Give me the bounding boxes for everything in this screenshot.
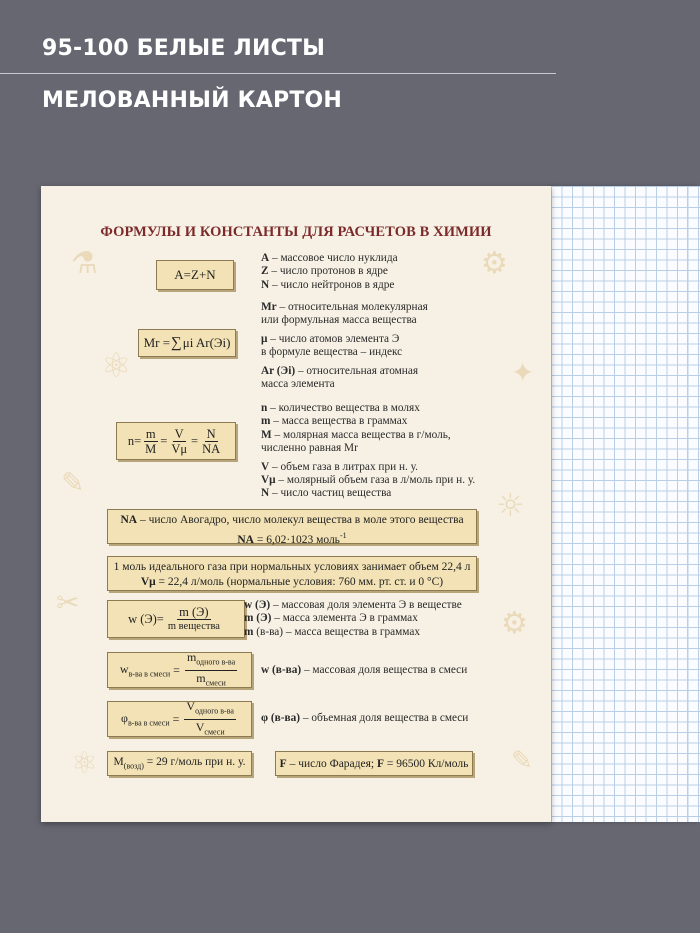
formula-box-mixture-volume: $\varphi_{в-ва в смеси}$ = $\frac{V_{одного в-ва}}{V_{смеси}}$: [107, 701, 252, 737]
fraction-V-over-Vmu: $\frac{V}{V\mu}$: [171, 426, 188, 456]
gear-icon: ⚙: [501, 606, 528, 641]
formula-box-molecular-mass: [138, 329, 236, 357]
desc-line: в формуле вещества – индекс: [261, 346, 403, 359]
desc-line: A – массовое число нуклида: [261, 252, 398, 264]
description-mixture-volume: φ (в-ва) – объемная доля вещества в смеси: [261, 712, 469, 724]
faraday-text: F – число Фарадея; F = 96500 Кл/моль: [279, 757, 469, 770]
formula-box-mixture-mass: $w_{в-ва в смеси}$ = $\frac{m_{одного в-ва}}{m_{смеси}}$: [107, 652, 252, 688]
desc-line: m (Э) – масса элемента Э в граммах: [244, 612, 418, 625]
desc-line: масса элемента: [261, 378, 335, 391]
notebook-cover: [41, 186, 551, 822]
formula-right: μi Ar(Эi): [182, 335, 231, 350]
avogadro-line-1: NA – число Авогадро, число молекул вещества в моле этого вещества: [120, 514, 464, 526]
molar-volume-line-2: Vμ = 22,4 л/моль (нормальные условия: 760 мм. рт. ст. и 0 °С): [140, 576, 444, 588]
header-line-1: 95-100 БЕЛЫЕ ЛИСТЫ: [42, 36, 326, 61]
formula-box-amount: n= $\frac{m}{M}$ = $\frac{V}{V\mu}$ = $\frac{N}{NA}$: [116, 422, 236, 460]
molar-volume-line-1: 1 моль идеального газа при нормальных условиях занимает объем 22,4 л: [113, 561, 471, 573]
desc-line: w (Э) – массовая доля элемента Э в веществе: [244, 599, 462, 611]
faraday-box: [275, 751, 473, 776]
fraction-mixture-volume: $\frac{V_{одного в-ва}}{V_{смеси}}$: [186, 699, 234, 736]
description-mass-number: [261, 252, 398, 292]
desc-line: M – молярная масса вещества в г/моль,: [261, 428, 451, 441]
star-icon: ✦: [511, 356, 535, 389]
desc-line: m – масса вещества в граммах: [261, 415, 408, 428]
molar-volume-box: [107, 556, 477, 591]
formula-box-mass-fraction: [107, 600, 245, 638]
desc-line: Ar (Эi) – относительная атомная: [261, 364, 419, 377]
mixture-volume-left: $\varphi_{в-ва в смеси}$: [121, 710, 170, 728]
description-molecular-mass: [261, 301, 428, 391]
desc-line: Vμ – молярный объем газа в л/моль при н. у.: [261, 474, 476, 487]
avogadro-box: [107, 509, 477, 544]
desc-line: Mr – относительная молекулярная: [261, 301, 428, 313]
mass-fraction-left: w (Э)=: [128, 611, 164, 626]
pencil-icon: ✎: [61, 466, 85, 499]
air-molar-mass-box: [107, 751, 252, 776]
mixture-mass-left: $w_{в-ва в смеси}$: [119, 661, 171, 679]
gear-icon: ⚙: [481, 246, 508, 281]
avogadro-line-2: NA = 6,02·1023 моль$^{-1}$: [237, 531, 347, 546]
header-divider: [0, 73, 556, 74]
atom-icon: ⚛: [101, 346, 132, 386]
desc-line: m (в-ва) – масса вещества в граммах: [244, 625, 421, 638]
desc-line: n – количество вещества в молях: [261, 402, 420, 414]
desc-line: или формульная масса вещества: [261, 314, 417, 327]
flask-icon: ⚗: [71, 246, 98, 281]
n-label: n=: [127, 433, 142, 448]
fraction-mass-element: $\frac{m (Э)}{\text{m вещества}}$: [167, 604, 220, 632]
formula-text: A=Z+N: [174, 267, 216, 282]
desc-line: V – объем газа в литрах при н. у.: [261, 460, 419, 473]
desc-line: Z – число протонов в ядре: [261, 265, 388, 278]
desc-line: μ – число атомов элемента Э: [261, 332, 400, 345]
description-amount: [261, 402, 475, 501]
description-mass-fraction: [244, 599, 462, 639]
desc-line: численно равная Mr: [261, 442, 358, 455]
cover-title: ФОРМУЛЫ И КОНСТАНТЫ ДЛЯ РАСЧЕТОВ В ХИМИИ: [100, 224, 492, 240]
atom-icon: ⚛: [71, 746, 98, 781]
description-mixture-mass: w (в-ва) – массовая доля вещества в смеси: [261, 664, 468, 676]
formula-box-mass-number: [156, 260, 234, 290]
pencil-icon: ✎: [511, 746, 533, 776]
desc-line: N – число частиц вещества: [261, 487, 392, 500]
air-text: $M_{(возд)} = 29$ г/моль при н. у.: [113, 756, 246, 771]
sum-sign: ∑: [171, 334, 182, 351]
scissors-icon: ✂: [56, 586, 80, 619]
grid-paper-page: [551, 186, 700, 822]
fraction-mixture-mass: $\frac{m_{одного в-ва}}{m_{смеси}}$: [186, 650, 236, 687]
fraction-N-over-NA: $\frac{N}{NA}$: [202, 426, 221, 456]
formula-left: Mr =: [143, 335, 171, 350]
sun-icon: ☼: [496, 486, 525, 524]
desc-line: N – число нейтронов в ядре: [261, 278, 395, 291]
fraction-m-over-M: $\frac{m}{M}$: [145, 426, 157, 456]
header-line-2: МЕЛОВАННЫЙ КАРТОН: [42, 88, 343, 113]
